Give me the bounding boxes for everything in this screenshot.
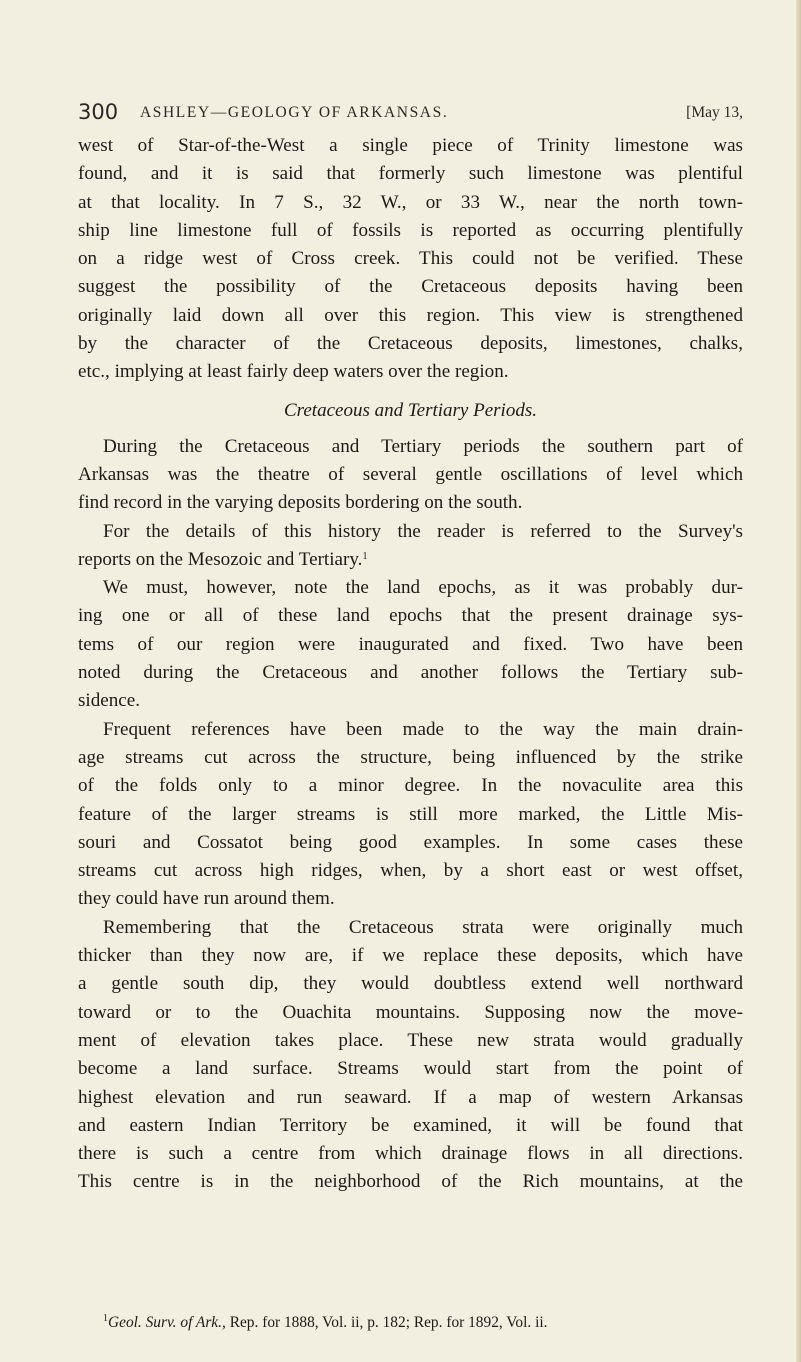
footnote xyxy=(103,1312,743,1334)
text-line: there is such a centre from which drainage flows in all directions. xyxy=(78,1143,743,1165)
footnote-source: Geol. Surv. of Ark., xyxy=(108,1314,226,1331)
text-line: of the folds only to a minor degree. In the novaculite area this xyxy=(78,775,743,797)
body-text xyxy=(78,132,743,1197)
text-line: ship line limestone full of fossils is reported as occurring plentifully xyxy=(78,219,743,241)
text-line: ing one or all of these land epochs that the present drainage sys- xyxy=(78,605,743,627)
text-line: During the Cretaceous and Tertiary periods the southern part of xyxy=(103,435,743,457)
text-line: We must, however, note the land epochs, as it was probably dur- xyxy=(103,577,743,599)
text-line: at that locality. In 7 S., 32 W., or 33 W., near the north town- xyxy=(78,191,743,213)
text-line: west of Star-of-the-West a single piece of Trinity limestone was xyxy=(78,135,743,156)
footnote-mark: 1 xyxy=(103,1313,108,1324)
text-line: This centre is in the neighborhood of the Rich mountains, at the xyxy=(78,1171,743,1193)
text-line: a gentle south dip, they would doubtless extend well northward xyxy=(78,973,743,995)
paragraph-4 xyxy=(78,574,743,715)
header-date: [May 13, xyxy=(686,104,743,121)
text-line: on a ridge west of Cross creek. This could not be verified. These xyxy=(78,248,743,270)
text-line: Frequent references have been made to the way the main drain- xyxy=(103,718,743,740)
footnote-reference: 1 xyxy=(362,550,368,562)
paragraph-1 xyxy=(78,132,743,387)
text-line: Arkansas was the theatre of several gentle oscillations of level which xyxy=(78,463,743,485)
text-line: feature of the larger streams is still more marked, the Little Mis- xyxy=(78,803,743,825)
page-header xyxy=(78,99,743,125)
text-line: etc., implying at least fairly deep waters over the region. xyxy=(78,361,509,383)
text-line: suggest the possibility of the Cretaceous deposits having been xyxy=(78,276,743,298)
text-line: originally laid down all over this region. This view is strengthened xyxy=(78,304,743,326)
running-head: ASHLEY—GEOLOGY OF ARKANSAS. xyxy=(140,104,449,121)
footnote-text: Rep. for 1888, Vol. ii, p. 182; Rep. for 1892, Vol. ii. xyxy=(229,1314,548,1331)
page-edge-shadow xyxy=(796,0,801,1362)
text-line: by the character of the Cretaceous deposits, limestones, chalks, xyxy=(78,333,743,355)
text-line: For the details of this history the reader is referred to the Survey's xyxy=(103,520,743,542)
section-heading: Cretaceous and Tertiary Periods. xyxy=(284,399,537,421)
text-line: and eastern Indian Territory be examined, it will be found that xyxy=(78,1114,743,1136)
text-line: they could have run around them. xyxy=(78,888,335,910)
text-line: become a land surface. Streams would start from the point of xyxy=(78,1058,743,1080)
paragraph-3 xyxy=(78,518,743,575)
text-line: found, and it is said that formerly such limestone was plentiful xyxy=(78,163,743,185)
text-line: age streams cut across the structure, being influenced by the strike xyxy=(78,746,743,768)
text-line: toward or to the Ouachita mountains. Supposing now the move- xyxy=(78,1001,743,1023)
text-line: find record in the varying deposits bordering on the south. xyxy=(78,492,523,514)
text-line: thicker than they now are, if we replace these deposits, which have xyxy=(78,945,743,967)
text-line: tems of our region were inaugurated and fixed. Two have been xyxy=(78,633,743,655)
text-line: souri and Cossatot being good examples. In some cases these xyxy=(78,831,743,853)
text-line: noted during the Cretaceous and another follows the Tertiary sub- xyxy=(78,662,743,684)
paragraph-6 xyxy=(78,914,743,1197)
text-line: Remembering that the Cretaceous strata were originally much xyxy=(103,916,743,938)
text-line: sidence. xyxy=(78,690,141,712)
paragraph-5 xyxy=(78,716,743,914)
text-line: ment of elevation takes place. These new strata would gradually xyxy=(78,1029,743,1051)
text-line: highest elevation and run seaward. If a map of western Arkansas xyxy=(78,1086,743,1108)
text-line: reports on the Mesozoic and Tertiary.$^1$ xyxy=(78,548,368,570)
text-line: streams cut across high ridges, when, by a short east or west offset, xyxy=(78,860,743,882)
paragraph-2 xyxy=(78,433,743,518)
page-number: 300 xyxy=(78,100,119,124)
